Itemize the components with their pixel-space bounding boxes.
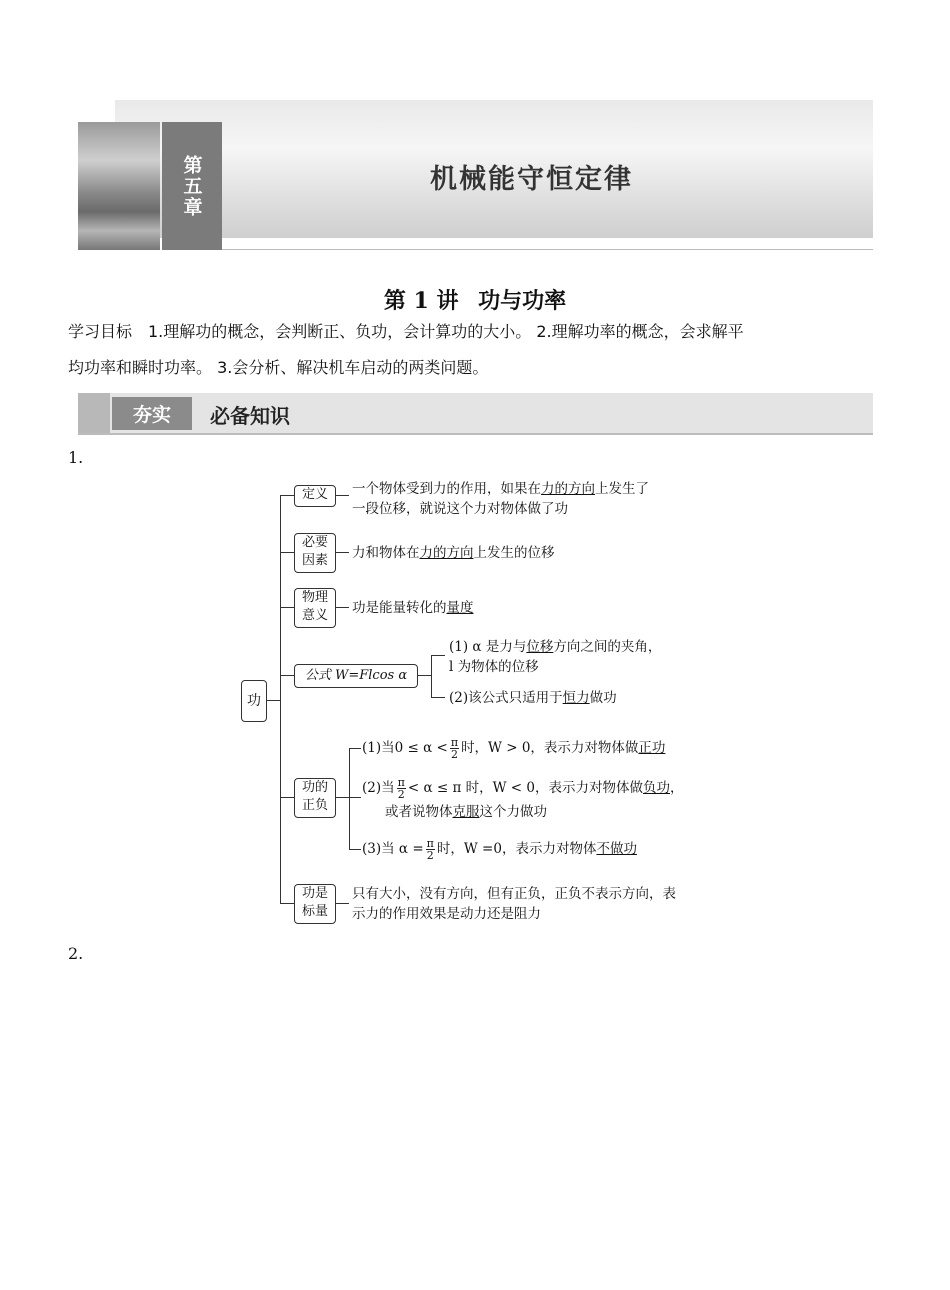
definition-text-1	[352, 479, 649, 499]
scalar-text-2: 示力的作用效果是动力还是阻力	[352, 906, 541, 922]
fraction-numerator: π	[426, 837, 434, 850]
chapter-title: 机械能守恒定律	[430, 164, 633, 195]
text: 方向之间的夹角，	[553, 639, 662, 655]
connector	[280, 495, 294, 496]
lecture-number: 第 1 讲	[383, 288, 459, 314]
text: 标量	[301, 904, 328, 919]
underlined-answer: 恒力	[562, 690, 590, 706]
formula-point-1-line2: l 为物体的位移	[449, 659, 539, 675]
mindmap-root: 功	[241, 680, 267, 722]
learning-goals-line-2: 均功率和瞬时功率。 3.会分析、解决机车启动的两类问题。	[68, 358, 489, 377]
node-definition: 定义	[294, 485, 336, 507]
text: 必要	[301, 535, 328, 550]
text: 做功	[589, 690, 617, 706]
node-factors	[294, 533, 336, 573]
text: 功的	[301, 780, 328, 795]
node-formula: 公式 W=Flcos α	[294, 664, 418, 688]
fraction-numerator: π	[397, 776, 405, 789]
fraction-pi-over-2	[397, 777, 406, 800]
fraction-denominator: 2	[426, 849, 434, 862]
banner-divider	[222, 249, 873, 250]
sign-case-1	[362, 736, 665, 760]
fraction-pi-over-2	[450, 737, 459, 760]
underlined-answer: 正功	[638, 740, 666, 756]
node-sign	[294, 778, 336, 818]
connector	[431, 655, 445, 656]
lecture-title	[0, 284, 950, 315]
connector	[349, 748, 350, 849]
text: (1)当0 ≤ α <	[362, 740, 448, 756]
fraction-pi-over-2	[426, 838, 435, 861]
text: 功是能量转化的	[352, 600, 447, 616]
definition-text-2: 一段位移，就说这个力对物体做了功	[352, 501, 568, 517]
connector	[280, 552, 294, 553]
fraction-numerator: π	[450, 736, 459, 749]
connector	[280, 675, 294, 676]
connector	[280, 797, 294, 798]
text: 意义	[301, 608, 328, 623]
underlined-answer: 力的方向	[419, 545, 474, 561]
text: 物理	[301, 590, 328, 605]
text: 一个物体受到力的作用，如果在	[352, 481, 541, 497]
text: < α ≤ π 时，W < 0，表示力对物体做	[407, 780, 643, 796]
connector	[280, 607, 294, 608]
sign-case-3	[362, 837, 637, 861]
section-header-accent	[78, 393, 110, 433]
underlined-answer: 量度	[446, 600, 474, 616]
text: 力和物体在	[352, 545, 420, 561]
text: ，	[670, 780, 684, 796]
connector	[335, 495, 349, 496]
connector	[417, 675, 431, 676]
text: 正负	[301, 798, 328, 813]
section-title: 必备知识	[210, 404, 290, 428]
text: 上发生的位移	[473, 545, 555, 561]
item-number-2: 2.	[68, 944, 84, 963]
connector	[266, 700, 280, 701]
node-scalar	[294, 884, 336, 924]
trunk	[280, 495, 281, 903]
text: 上发生了	[595, 481, 649, 497]
underlined-answer: 力的方向	[541, 481, 595, 497]
factors-text	[352, 543, 555, 563]
text: (1) α 是力与	[449, 639, 527, 655]
lecture-name: 功与功率	[478, 288, 567, 314]
fraction-denominator: 2	[397, 788, 405, 801]
learning-goals-line-1: 学习目标 1.理解功的概念，会判断正、负功，会计算功的大小。 2.理解功率的概念，会求解平	[68, 322, 744, 341]
chapter-banner-photo	[78, 122, 160, 250]
formula-point-1	[449, 637, 661, 657]
sign-case-2	[362, 776, 684, 800]
connector	[335, 903, 349, 904]
meaning-text	[352, 598, 474, 618]
text: (2)当	[362, 780, 395, 796]
underlined-answer: 负功	[643, 780, 670, 796]
underlined-answer: 位移	[526, 639, 554, 655]
text: (3)当 α =	[362, 841, 424, 857]
sign-case-2-line2	[385, 802, 547, 822]
text: (2)该公式只适用于	[449, 690, 563, 706]
connector	[335, 552, 349, 553]
connector	[349, 748, 361, 749]
connector	[431, 655, 432, 697]
fraction-denominator: 2	[450, 748, 458, 761]
section-header-bar	[78, 393, 873, 435]
formula-point-2	[449, 688, 617, 708]
section-tag: 夯实	[112, 397, 192, 430]
connector	[431, 697, 445, 698]
connector	[335, 797, 349, 798]
node-meaning	[294, 588, 336, 628]
text: 功是	[301, 886, 328, 901]
connector	[280, 903, 294, 904]
scalar-text-1: 只有大小，没有方向，但有正负，正负不表示方向，表	[352, 886, 676, 902]
underlined-answer: 克服	[452, 804, 480, 820]
connector	[349, 797, 361, 798]
text: 因素	[301, 553, 328, 568]
chapter-tab: 第五章	[162, 122, 222, 250]
underlined-answer: 不做功	[596, 841, 637, 857]
text: 这个力做功	[479, 804, 547, 820]
connector	[349, 849, 361, 850]
connector	[335, 607, 349, 608]
item-number-1: 1.	[68, 448, 84, 467]
text: 时，W =0，表示力对物体	[436, 841, 597, 857]
text: 时，W > 0，表示力对物体做	[461, 740, 639, 756]
text: 或者说物体	[385, 804, 453, 820]
